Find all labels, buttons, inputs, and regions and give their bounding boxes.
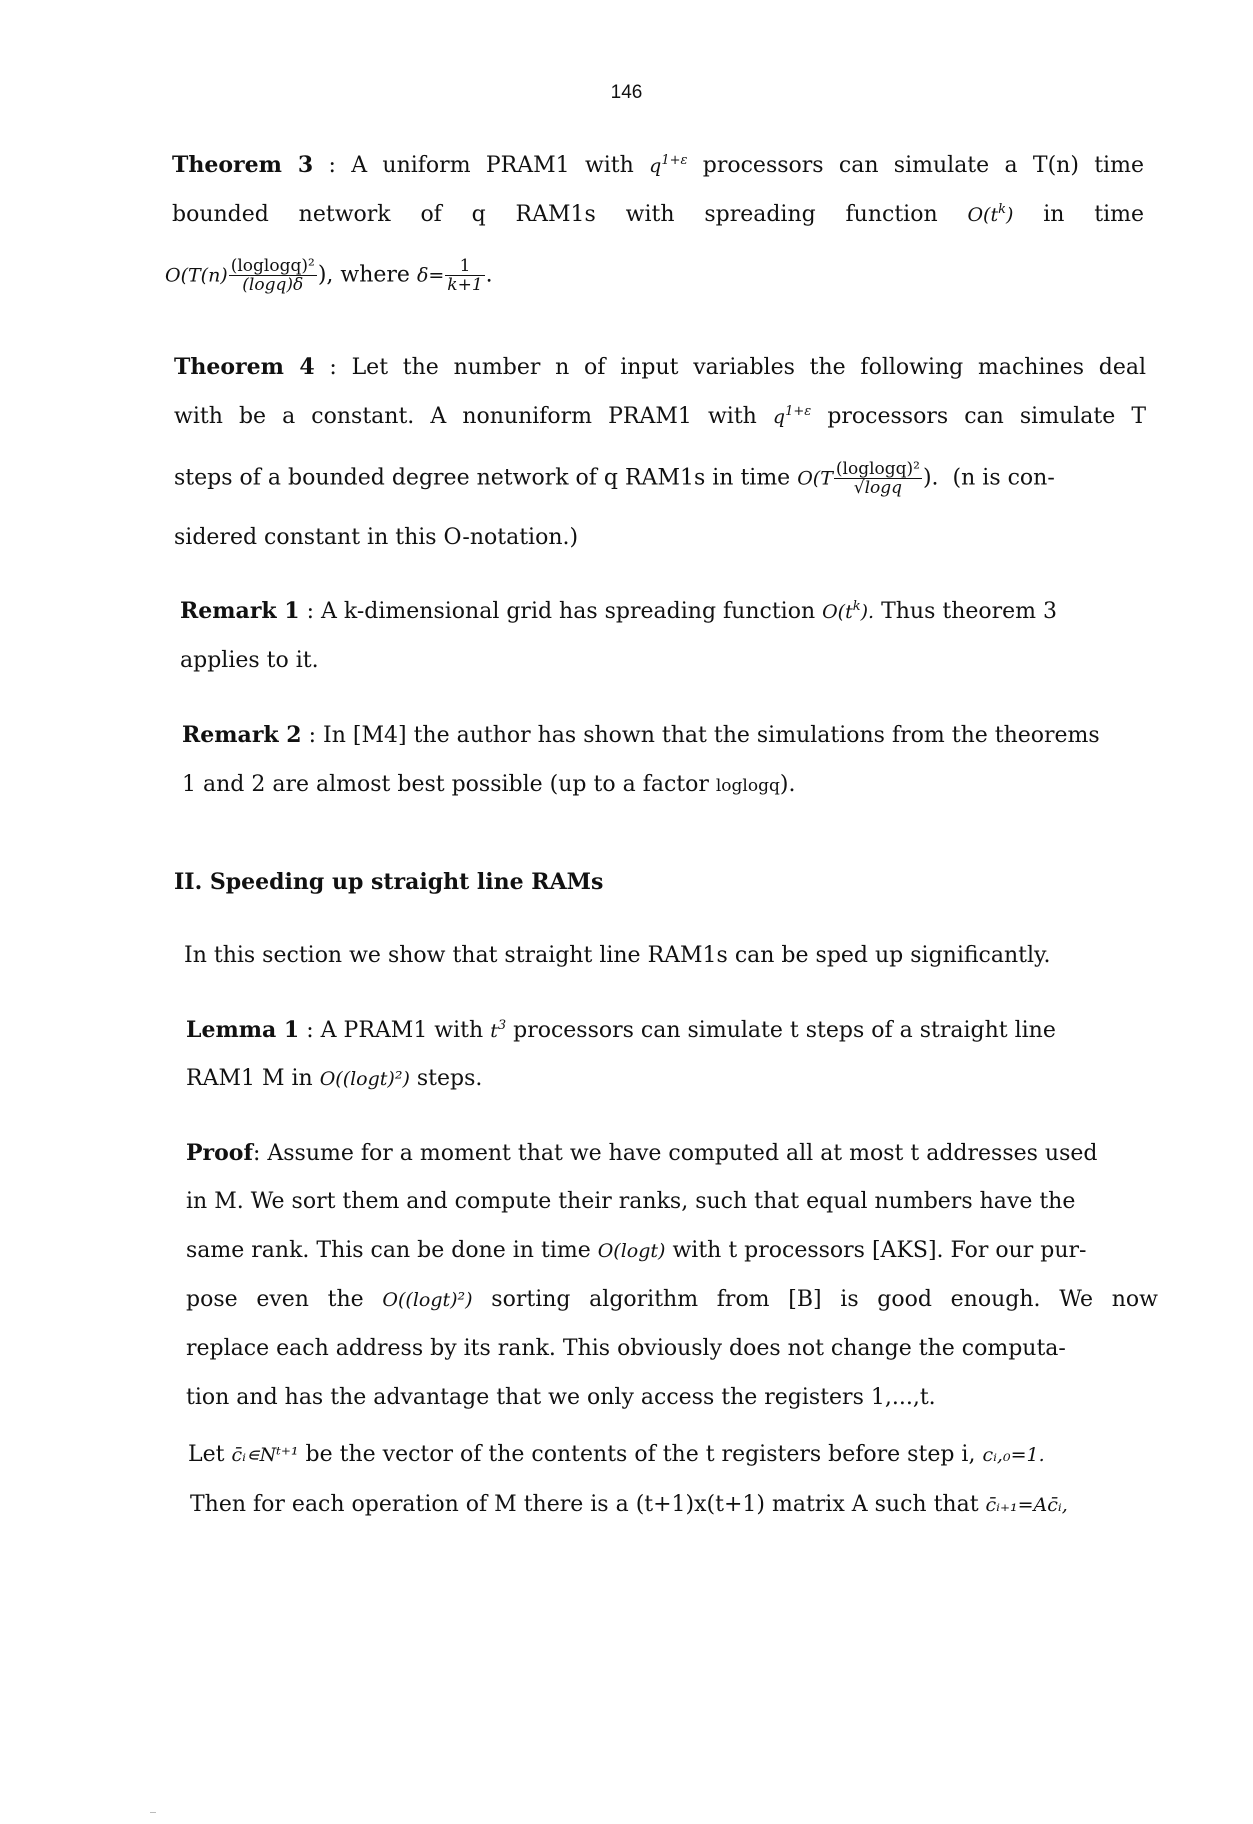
lemma1-label: Lemma 1 [186, 1017, 300, 1043]
remark2-line2: 1 and 2 are almost best possible (up to a factor loglogq). [182, 772, 796, 797]
proof-line8-math: c̄ᵢ₊₁=Ac̄ᵢ, [985, 1494, 1068, 1516]
proof-line7-math: c̄ᵢ∊Nᵗ⁺¹ [231, 1444, 299, 1466]
theorem3-line1: Theorem 3 : A uniform PRAM1 with $q^{1+\varepsilon}$ processors can simulate a T(n) time [172, 152, 1144, 178]
lemma1-t-power: $t^3$ [490, 1018, 507, 1042]
proof-line3-math: O(logt) [597, 1240, 666, 1262]
theorem3-line3: O(T(n) $\frac{\text{(loglogq)²}}{(\log q)\delta}$ ), where δ= $\frac{1}{k+1}$ . [165, 256, 493, 295]
remark2-label: Remark 2 [182, 722, 302, 748]
proof-line7: Let c̄ᵢ∊Nᵗ⁺¹ be the vector of the contents of the t registers before step i, cᵢ,₀=1. [188, 1442, 1045, 1467]
remark2-line1: Remark 2 : In [M4] the author has shown that the simulations from the theorems [182, 722, 1100, 748]
theorem3-spreading-math: $O(t^k)$ [967, 202, 1014, 226]
proof-line4-math: O((logt)²) [382, 1289, 473, 1311]
lemma1-line1: Lemma 1 : A PRAM1 with $t^3$ processors can simulate t steps of a straight line [186, 1017, 1056, 1043]
theorem3-time-fraction: $\frac{\text{(loglogq)²}}{(\log q)\delta}$ [230, 256, 315, 295]
proof-line5: replace each address by its rank. This obviously does not change the computa- [186, 1336, 1066, 1361]
scan-mark [150, 1812, 156, 1813]
proof-line7-math2: cᵢ,₀=1. [982, 1444, 1045, 1466]
section-intro: In this section we show that straight line RAM1s can be sped up significantly. [184, 943, 1051, 968]
theorem4-time-fraction: $\frac{\text{(loglogq)²}}{√\log q}$ [835, 459, 920, 498]
remark1-line1: Remark 1 : A k-dimensional grid has spreading function $O(t^k)$. Thus theorem 3 [180, 598, 1058, 624]
proof-label: Proof [186, 1140, 253, 1166]
theorem4-line4: sidered constant in this O-notation.) [174, 525, 579, 550]
proof-line2: in M. We sort them and compute their ranks, such that equal numbers have the [186, 1189, 1076, 1214]
lemma1-line2: RAM1 M in O((logt)²) steps. [186, 1066, 483, 1091]
proof-line4: pose even the O((logt)²) sorting algorithm from [B] is good enough. We now [186, 1287, 1158, 1312]
theorem3-delta-fraction: $\frac{1}{k+1}$ [447, 256, 483, 295]
proof-line6: tion and has the advantage that we only access the registers 1,...,t. [186, 1385, 936, 1410]
theorem4-line3: steps of a bounded degree network of q RAM1s in time O(T $\frac{\text{(loglogq)²}}{√\log q}$ ). (n is con- [174, 459, 1055, 498]
page-number: 146 [610, 82, 643, 103]
proof-line1: Proof: Assume for a moment that we have computed all at most t addresses used [186, 1140, 1098, 1166]
theorem3-q-power: $q^{1+\varepsilon}$ [649, 153, 688, 177]
lemma1-math: O((logt)²) [319, 1068, 410, 1090]
theorem3-line2: bounded network of q RAM1s with spreading function $O(t^k)$ in time [172, 202, 1144, 227]
theorem4-q-power: $q^{1+\varepsilon}$ [772, 404, 812, 428]
theorem4-line1: Theorem 4 : Let the number n of input variables the following machines deal [174, 354, 1146, 380]
proof-line8: Then for each operation of M there is a (t+1)x(t+1) matrix A such that c̄ᵢ₊₁=Ac̄ᵢ, [190, 1492, 1068, 1517]
theorem4-label: Theorem 4 [174, 354, 315, 380]
remark1-label: Remark 1 [180, 598, 300, 624]
theorem3-label: Theorem 3 [172, 152, 314, 178]
section-heading: II. Speeding up straight line RAMs [174, 869, 604, 895]
proof-line3: same rank. This can be done in time O(logt) with t processors [AKS]. For our pur- [186, 1238, 1087, 1263]
remark2-math: loglogq [715, 776, 780, 796]
remark1-line2: applies to it. [180, 648, 319, 673]
theorem4-line2: with be a constant. A nonuniform PRAM1 with $q^{1+\varepsilon}$ processors can simulate T [174, 404, 1146, 429]
remark1-math: $O(t^k)$. [822, 599, 875, 623]
